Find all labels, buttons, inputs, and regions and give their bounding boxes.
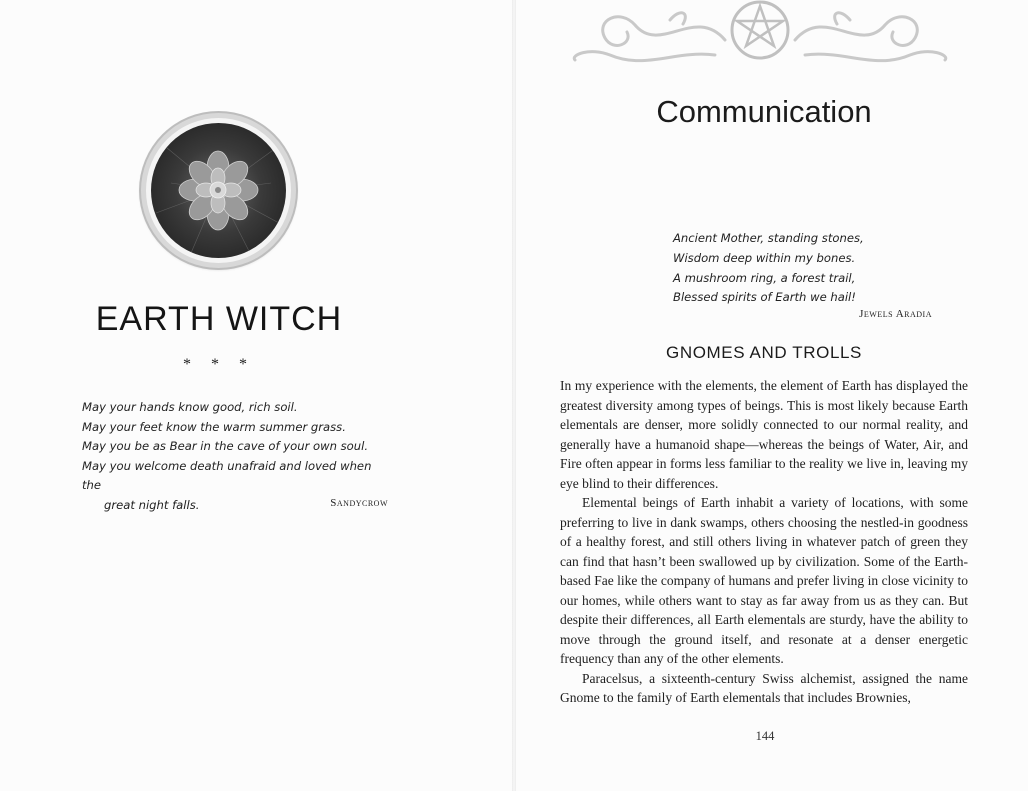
paragraph: Elemental beings of Earth inhabit a variety of locations, with some preferring to live in dank swamps, others choosing the nestled-in goodness of a healthy forest, and still others living in whatever patch of green they can find that hasn’t been swallowed up by civilization. Some of the Earth-based Fae like the company of humans and prefer living in close vicinity to our homes, while others want to stay as far away from us as they can. But despite their differences, all Earth elementals are sturdy, have the ability to move through the ground itself, and resonate at a denser energetic frequency than any of the other elements. [560, 495, 968, 666]
section-title: Communication [656, 94, 872, 129]
poem-line: A mushroom ring, a forest trail, [673, 270, 856, 285]
poem-line: Blessed spirits of Earth we hail! [673, 290, 856, 305]
body-text [560, 376, 968, 708]
book-gutter [512, 0, 516, 791]
poem-line: May your feet know the warm summer grass. [82, 419, 346, 434]
paragraph: In my experience with the elements, the element of Earth has displayed the greatest diversity among types of beings. This is most likely because Earth elementals are denser, more solidly connected to our normal reality, and generally have a humanoid shape—whereas the beings of Water, Air, and Fire often appear in forms less familiar to the reality we live in, leaving my eye blind to their differences. [560, 378, 968, 491]
section-ornament: * * * [183, 356, 255, 373]
epigraph-poem [673, 229, 933, 308]
paragraph: Paracelsus, a sixteenth-century Swiss alchemist, assigned the name Gnome to the family of Earth elementals that includes Brownies, [560, 670, 968, 705]
poem-attribution: Jewels Aradia [859, 308, 932, 320]
subsection-heading: GNOMES AND TROLLS [666, 343, 862, 362]
poem-line: great night falls. [104, 497, 200, 512]
poem-line: Ancient Mother, standing stones, [673, 231, 864, 245]
poem-attribution: Sandycrow [330, 497, 388, 509]
pentacle-ornament-icon [565, 0, 955, 72]
poem-line: Wisdom deep within my bones. [673, 250, 856, 265]
chapter-title: EARTH WITCH [95, 300, 343, 338]
poem-line: May your hands know good, rich soil. [82, 400, 298, 414]
poem-line: May you welcome death unafraid and loved when the [82, 458, 372, 493]
page-number: 144 [755, 729, 775, 743]
poem-line: May you be as Bear in the cave of your own soul. [82, 439, 369, 454]
succulent-medallion-icon [141, 113, 296, 268]
